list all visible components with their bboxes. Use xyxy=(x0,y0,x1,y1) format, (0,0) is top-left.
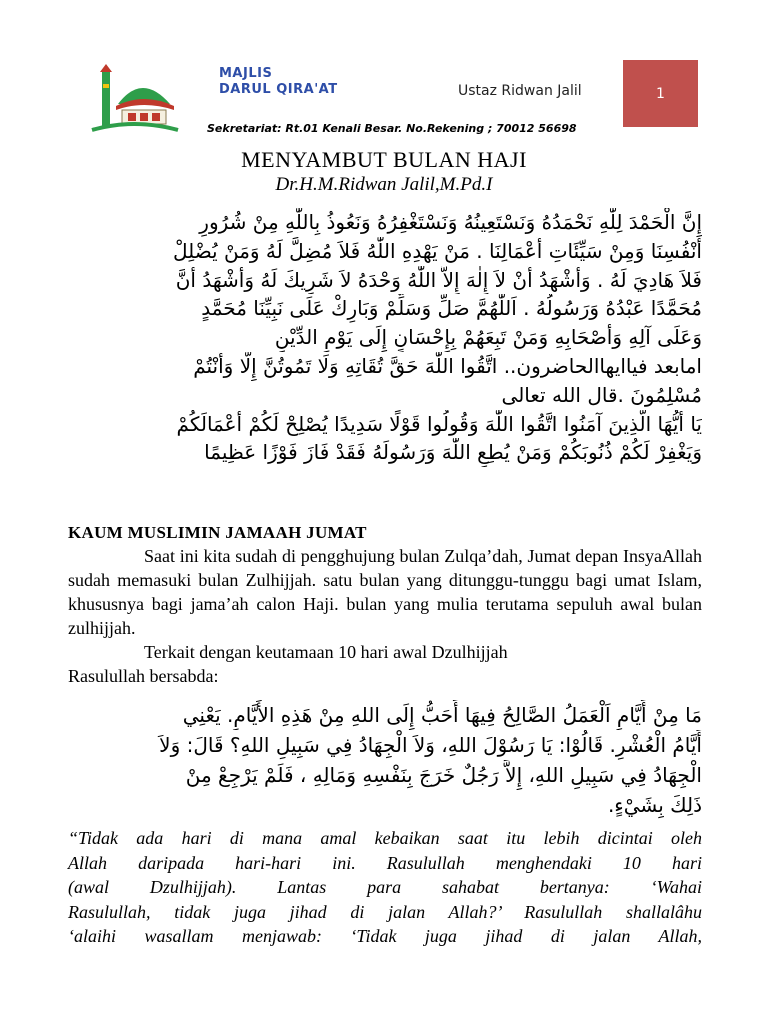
secretariat-line: Sekretariat: Rt.01 Kenali Besar. No.Rekening ; 70012 56698 xyxy=(207,122,577,135)
org-name-line1: MAJLIS xyxy=(219,66,273,81)
arabic-line: وَيَغْفِرْ لَكُمْ ذُنُوبَكُمْ وَمَنْ يُطِعِ اللّٰهَ وَرَسُولَهُ فَقَدْ فَازَ فَوْزًا عَظِيمًا xyxy=(204,440,702,465)
arabic-line: مَا مِنْ أَيَّامٍ اَلْعَمَلُ الصَّالِحُ فِيهَا أَحَبُّ إِلَى اللهِ مِنْ هَذِهِ الأَيَّامِ. يَعْنِي xyxy=(182,703,702,727)
translation-line: Allah daripada hari-hari ini. Rasulullah menghendaki 10 hari xyxy=(68,852,702,873)
arabic-line: مُحَمَّدًا عَبْدُهُ وَرَسُولُهُ . اَللّٰهُمَّ صَلِّ وَسَلِّمْ وَبَارِكْ عَلَى نَبِيِّنَا مُحَمَّدٍ xyxy=(201,296,702,321)
translation-line: Rasulullah, tidak juga jihad di jalan Allah?’ Rasulullah shallalâhu xyxy=(68,901,702,922)
arabic-line: وَعَلَى آلِهِ وَأَصْحَابِهِ وَمَنْ تَبِعَهُمْ بِإِحْسَانٍ إِلَى يَوْمِ الدِّيْنِ xyxy=(274,325,702,350)
page-number-badge: 1 xyxy=(623,60,698,127)
hadith-translation xyxy=(68,826,702,949)
paragraph: Terkait dengan keutamaan 10 hari awal Dzulhijjah xyxy=(144,642,508,662)
translation-line: ‘alaihi wasallam menjawab: ‘Tidak juga jihad di jalan Allah, xyxy=(68,926,702,946)
org-name-line2: DARUL QIRA'AT xyxy=(219,82,338,97)
arabic-line: يَا أَيُّهَا الَّذِينَ آمَنُوا اتَّقُوا اللّٰهَ وَقُولُوا قَوْلًا سَدِيدًا يُصْلِحْ لَكُمْ أَعْمَالَكُمْ xyxy=(176,411,702,436)
arabic-line: الْجِهَادُ فِي سَبِيلِ اللهِ، إِلاَّ رَجُلٌ خَرَجَ بِنَفْسِهِ وَمَالِهِ ، فَلَمْ يَرْجِعْ مِنْ xyxy=(185,763,702,787)
arabic-line: فَلاَ هَادِيَ لَهُ . وَأَشْهَدُ أَنْ لاَ إِلٰهَ إِلاَّ اللّٰهُ وَحْدَهُ لاَ شَرِيكَ لَهُ وَأَشْهَدُ أَنَّ xyxy=(175,267,702,292)
arabic-line: ذَلِكَ بِشَيْءٍ. xyxy=(607,793,702,817)
paragraph: Saat ini kita sudah di pengghujung bulan Zulqa’dah, Jumat depan InsyaAllah sudah memasuki bulan Zulhijjah. satu bulan yang ditunggu-tunggu bagi umat Islam, khususnya bagi jama’ah calon Haji. bulan yang mulia terutama sepuluh awal bulan zulhijjah. xyxy=(68,546,702,638)
arabic-line: إِنَّ الْحَمْدَ لِلّٰهِ نَحْمَدُهُ وَنَسْتَعِينُهُ وَنَسْتَغْفِرُهُ وَنَعُوذُ بِاللّٰهِ مِنْ شُرُورِ xyxy=(199,210,702,234)
arabic-line: امابعد فياايهاالحاضرون.. اتَّقُوا اللّٰهَ حَقَّ تُقَاتِهِ وَلَا تَمُوتُنَّ إِلَّا وَأَنْتُمْ xyxy=(193,353,702,378)
arabic-line: أَيَّامُ الْعُشْرِ. قَالُوْا: يَا رَسُوْلَ اللهِ، وَلاَ الْجِهَادُ فِي سَبِيلِ اللهِ؟ قَالَ: وَلاَ xyxy=(159,733,702,757)
translation-line: (awal Dzulhijjah). Lantas para sahabat bertanya: ‘Wahai xyxy=(68,877,702,897)
arabic-line: مُسْلِمُونَ .قال الله تعالى xyxy=(501,382,702,407)
body-text xyxy=(68,544,702,688)
document-title: MENYAMBUT BULAN HAJI xyxy=(241,147,527,172)
mosque-logo xyxy=(86,64,182,136)
document-author: Dr.H.M.Ridwan Jalil,M.Pd.I xyxy=(275,174,493,195)
opening-arabic-text xyxy=(68,208,702,467)
arabic-line: أَنْفُسِنَا وَمِنْ سَيِّئَاتِ أَعْمَالِنَا . مَنْ يَهْدِهِ اللّٰهُ فَلاَ مُضِلَّ لَهُ وَمَنْ يُضْلِلْ xyxy=(172,238,702,263)
section-heading: KAUM MUSLIMIN JAMAAH JUMAT xyxy=(68,523,367,542)
organization-name xyxy=(219,66,338,98)
author-header: Ustaz Ridwan Jalil xyxy=(458,83,582,99)
translation-line: “Tidak ada hari di mana amal kebaikan saat itu lebih dicintai oleh xyxy=(68,828,702,848)
hadith-arabic-text xyxy=(68,700,702,820)
paragraph: Rasulullah bersabda: xyxy=(68,666,219,686)
